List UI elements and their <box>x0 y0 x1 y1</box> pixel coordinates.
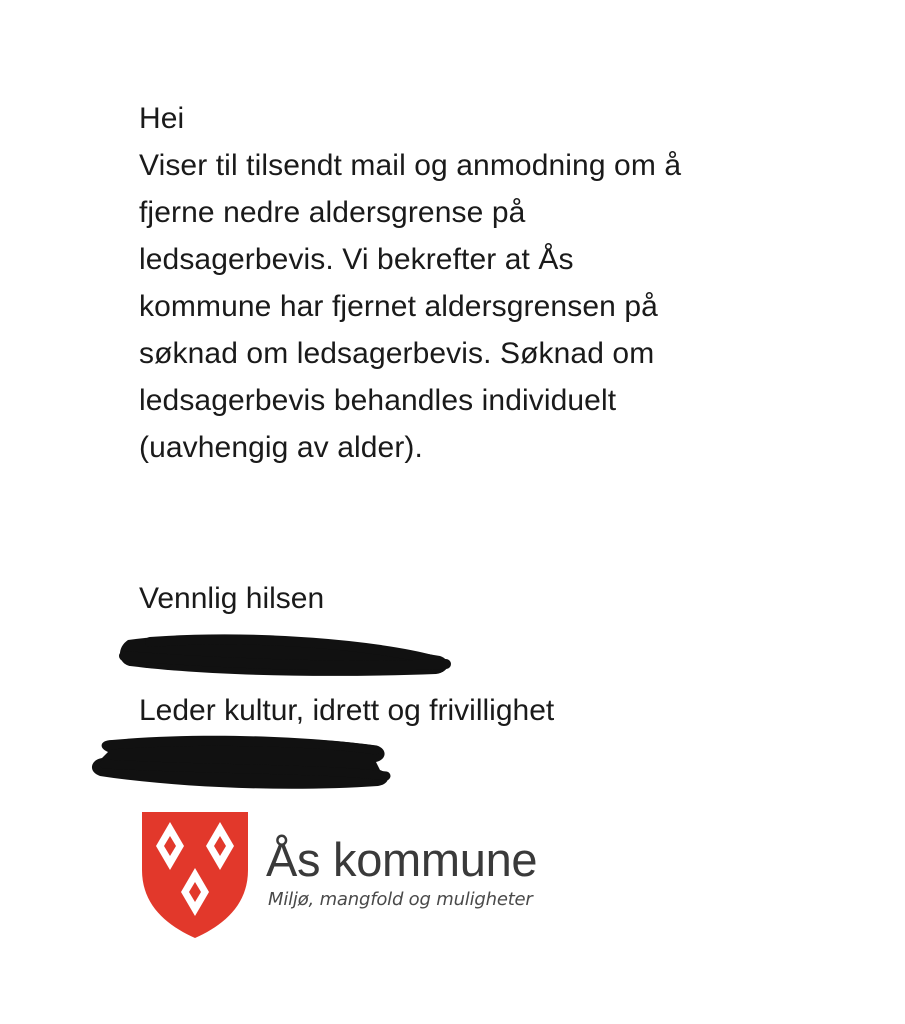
coat-of-arms-icon <box>140 810 250 940</box>
body-line: kommune har fjernet aldersgrensen på <box>139 290 658 323</box>
sender-title: Leder kultur, idrett og frivillighet <box>139 694 555 727</box>
body-line: Viser til tilsendt mail og anmodning om å <box>139 149 682 182</box>
logo-tagline: Miljø, mangfold og muligheter <box>268 889 533 910</box>
as-kommune-logo <box>140 810 600 940</box>
closing-salutation: Vennlig hilsen <box>139 582 325 615</box>
greeting: Hei <box>139 102 185 135</box>
body-line: ledsagerbevis behandles individuelt <box>139 384 617 417</box>
logo-name: Ås kommune <box>266 833 538 886</box>
body-line: (uavhengig av alder). <box>139 431 423 464</box>
body-line: fjerne nedre aldersgrense på <box>139 196 526 229</box>
body-line: ledsagerbevis. Vi bekrefter at Ås <box>139 243 574 276</box>
body-line: søknad om ledsagerbevis. Søknad om <box>139 337 655 370</box>
